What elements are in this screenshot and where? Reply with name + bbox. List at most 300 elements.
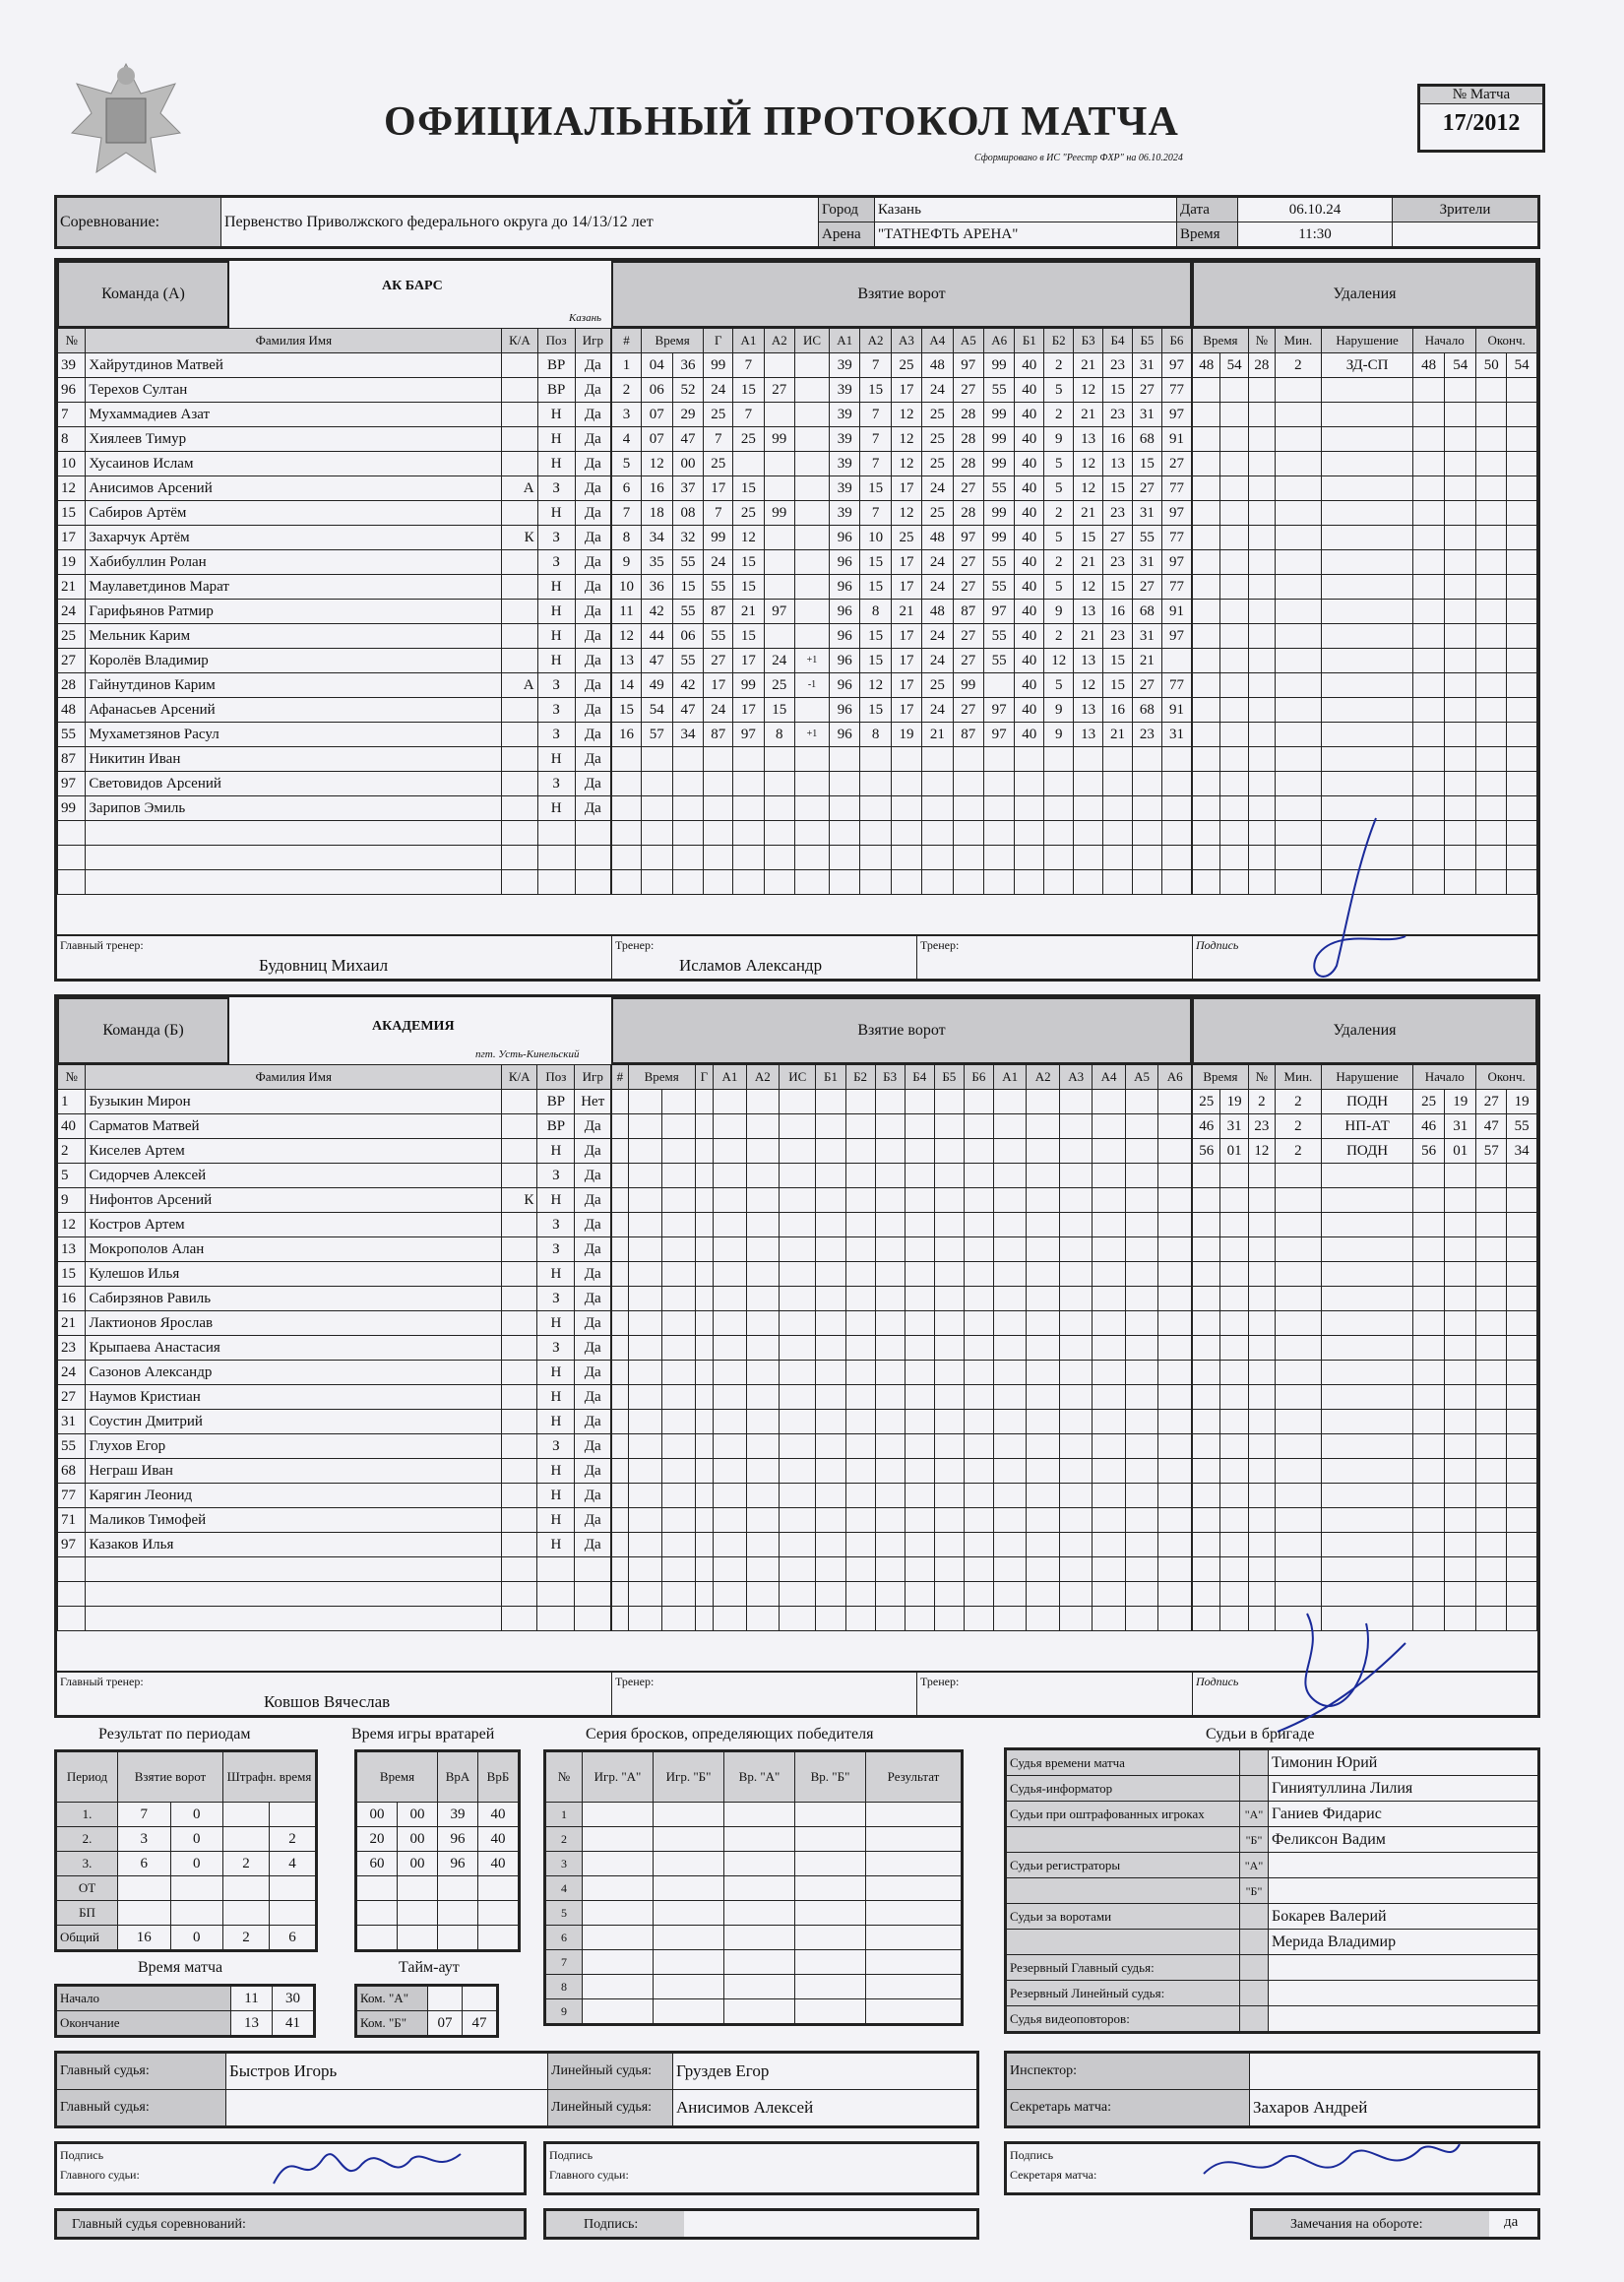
goal-cell: [733, 796, 764, 821]
period-value: [223, 1901, 270, 1926]
player-played: Да: [575, 723, 610, 747]
goal-cell: [1161, 649, 1191, 673]
player-role: [502, 1114, 537, 1139]
player-played: Да: [575, 1287, 611, 1311]
goal-cell: 00: [672, 452, 704, 476]
goal-cell: [830, 796, 860, 821]
penalty-cell: [1507, 1508, 1537, 1533]
team-b-goals-title: Взятие ворот: [611, 997, 1192, 1064]
goal-cell: [746, 1434, 779, 1459]
penalty-cell: [1413, 476, 1445, 501]
player-role: А: [502, 673, 537, 698]
penalty-cell: [1193, 624, 1220, 649]
goal-cell: [964, 1410, 993, 1434]
goal-cell: [661, 1188, 695, 1213]
goal-cell: 13: [1074, 698, 1103, 723]
goal-cell: [714, 1434, 746, 1459]
table-row: [56, 1827, 317, 1852]
period-name: 1.: [56, 1803, 118, 1827]
table-row: [1193, 1582, 1537, 1607]
penalty-cell: [1507, 1533, 1537, 1557]
penalty-cell: [1476, 378, 1507, 403]
player-role: [502, 600, 537, 624]
goal-cell: [905, 1188, 934, 1213]
table-row: [58, 1434, 611, 1459]
penalty-header-cell: №: [1248, 329, 1275, 353]
penalty-cell: [1445, 526, 1476, 550]
goal-cell: [795, 624, 830, 649]
penalty-cell: [1322, 526, 1413, 550]
goal-cell: [764, 870, 794, 895]
penalty-cell: [1445, 649, 1476, 673]
goal-cell: [1059, 1114, 1092, 1139]
goal-cell: 55: [983, 649, 1014, 673]
shootout-cell: [654, 1852, 724, 1876]
goal-cell: 15: [733, 378, 764, 403]
goal-cell: [714, 1213, 746, 1237]
penalty-cell: [1476, 1557, 1507, 1582]
period-value: 6: [118, 1852, 171, 1876]
player-number: 99: [58, 796, 86, 821]
goal-cell: [746, 1508, 779, 1533]
table-row: [1193, 1164, 1537, 1188]
penalty-cell: [1507, 1582, 1537, 1607]
player-role: [502, 1508, 537, 1533]
main-referee-signature: [264, 2139, 480, 2198]
team-b-penalties-title: Удаления: [1192, 997, 1537, 1064]
penalty-cell: [1193, 796, 1220, 821]
goal-cell: [816, 1311, 845, 1336]
penalty-cell: [1476, 870, 1507, 895]
penalty-cell: 25: [1193, 1090, 1220, 1114]
player-role: [502, 796, 537, 821]
goal-cell: 23: [1103, 501, 1133, 526]
penalty-cell: [1220, 452, 1248, 476]
goal-cell: [1059, 1582, 1092, 1607]
penalty-cell: [1413, 378, 1445, 403]
player-name: Мухаммадиев Азат: [86, 403, 502, 427]
table-row: [58, 1114, 611, 1139]
penalty-cell: [1322, 1533, 1413, 1557]
table-row: [1193, 575, 1537, 600]
goal-cell: [845, 1237, 875, 1262]
player-name: [86, 870, 502, 895]
goal-cell: [845, 1385, 875, 1410]
goal-cell: [714, 1607, 746, 1631]
goal-cell: [983, 673, 1014, 698]
goal-cell: 13: [1074, 649, 1103, 673]
goal-cell: [1093, 1508, 1125, 1533]
table-row: [58, 796, 611, 821]
penalty-cell: [1248, 600, 1275, 624]
penalty-cell: [1220, 723, 1248, 747]
player-position: З: [537, 1164, 575, 1188]
penalty-cell: [1507, 624, 1537, 649]
penalty-cell: [1445, 1164, 1476, 1188]
goal-cell: 19: [891, 723, 921, 747]
goal-cell: [628, 1139, 661, 1164]
penalty-cell: [1220, 1311, 1248, 1336]
penalty-header-cell: Оконч.: [1476, 329, 1537, 353]
penalty-cell: 23: [1248, 1114, 1275, 1139]
goal-cell: [1027, 1188, 1059, 1213]
penalty-cell: [1507, 870, 1537, 895]
penalty-cell: [1248, 1213, 1275, 1237]
penalty-cell: 2: [1275, 353, 1321, 378]
goal-cell: [714, 1188, 746, 1213]
penalty-cell: [1322, 1508, 1413, 1533]
official-label: Судьи регистраторы: [1006, 1853, 1240, 1878]
linesman-1-label: Линейный судья:: [548, 2053, 673, 2090]
city-value: Казань: [875, 197, 1177, 222]
shootout-cell: [654, 1876, 724, 1901]
penalty-cell: [1445, 1213, 1476, 1237]
goal-cell: [1093, 1237, 1125, 1262]
table-row: [612, 1287, 1192, 1311]
penalty-cell: 56: [1193, 1139, 1220, 1164]
shootout-cell: [654, 1803, 724, 1827]
table-row: [612, 821, 1192, 846]
player-played: Да: [575, 1484, 611, 1508]
penalty-cell: [1248, 1459, 1275, 1484]
goal-cell: [905, 1361, 934, 1385]
penalty-cell: 55: [1507, 1114, 1537, 1139]
goal-cell: 36: [641, 575, 672, 600]
goal-cell: 7: [612, 501, 642, 526]
goal-cell: [695, 1311, 714, 1336]
player-played: [575, 821, 610, 846]
goal-cell: [860, 821, 891, 846]
goal-cell: 17: [704, 476, 733, 501]
goals-header-cell: Б2: [845, 1065, 875, 1090]
goal-cell: [612, 1311, 629, 1336]
player-name: [86, 1607, 502, 1631]
player-position: З: [537, 1287, 575, 1311]
goal-cell: 25: [922, 403, 953, 427]
goal-cell: 77: [1161, 378, 1191, 403]
penalty-cell: [1445, 673, 1476, 698]
goal-cell: 25: [922, 452, 953, 476]
shootout-cell: [795, 1950, 866, 1975]
official-label: [1006, 1878, 1240, 1904]
table-row: [612, 1484, 1192, 1508]
goal-cell: 97: [983, 698, 1014, 723]
goal-cell: [733, 452, 764, 476]
goal-cell: [875, 1533, 905, 1557]
player-name: Бузыкин Мирон: [86, 1090, 502, 1114]
penalty-cell: [1413, 649, 1445, 673]
penalty-cell: 27: [1476, 1090, 1507, 1114]
goal-cell: [733, 846, 764, 870]
goal-cell: 44: [641, 624, 672, 649]
goal-cell: [816, 1607, 845, 1631]
penalty-cell: [1193, 1385, 1220, 1410]
goal-cell: [780, 1385, 816, 1410]
goal-cell: [695, 1434, 714, 1459]
goal-cell: 27: [1161, 452, 1191, 476]
goal-cell: [1103, 870, 1133, 895]
penalty-cell: [1413, 1410, 1445, 1434]
penalty-cell: [1476, 1533, 1507, 1557]
official-name: Феликсон Вадим: [1269, 1827, 1539, 1853]
penalty-cell: [1322, 673, 1413, 698]
penalty-cell: [1507, 1188, 1537, 1213]
penalty-cell: [1476, 1385, 1507, 1410]
player-number: [58, 846, 86, 870]
penalty-cell: [1275, 1164, 1321, 1188]
goal-cell: 91: [1161, 698, 1191, 723]
penalty-cell: [1193, 1164, 1220, 1188]
table-row: [1006, 1955, 1539, 1981]
player-number: 7: [58, 403, 86, 427]
team-b-coach-row: [57, 1671, 1537, 1717]
shootout-cell: [866, 1999, 963, 2025]
goal-cell: 25: [704, 452, 733, 476]
goal-cell: 27: [953, 649, 983, 673]
player-name: Афанасьев Арсений: [86, 698, 502, 723]
goal-cell: [934, 1607, 964, 1631]
goal-cell: [1027, 1582, 1059, 1607]
goal-cell: [628, 1336, 661, 1361]
penalty-cell: [1322, 1311, 1413, 1336]
goal-cell: [905, 1262, 934, 1287]
goalie-time-cell: 96: [438, 1852, 478, 1876]
goal-cell: [1027, 1533, 1059, 1557]
penalty-cell: [1248, 452, 1275, 476]
goal-cell: [1161, 821, 1191, 846]
goal-cell: [964, 1262, 993, 1287]
shootout-header-no: №: [545, 1751, 583, 1803]
penalty-cell: 57: [1476, 1139, 1507, 1164]
penalty-cell: [1476, 1188, 1507, 1213]
match-time-table: [54, 1984, 316, 2038]
goal-cell: [1125, 1607, 1157, 1631]
player-played: Нет: [575, 1090, 611, 1114]
goal-cell: [780, 1459, 816, 1484]
goal-cell: 15: [733, 624, 764, 649]
goal-cell: [922, 796, 953, 821]
match-end-minute: 41: [273, 2011, 315, 2037]
penalty-cell: 56: [1413, 1139, 1445, 1164]
player-number: 2: [58, 1139, 86, 1164]
penalty-cell: [1445, 378, 1476, 403]
goal-cell: 21: [733, 600, 764, 624]
goal-cell: [816, 1262, 845, 1287]
goal-cell: [934, 1262, 964, 1287]
shootout-cell: [654, 1827, 724, 1852]
penalty-cell: [1220, 870, 1248, 895]
team-b-roster: [57, 1064, 611, 1631]
goal-cell: 99: [953, 673, 983, 698]
goal-cell: 40: [1015, 427, 1044, 452]
player-role: [502, 821, 537, 846]
goal-cell: [922, 821, 953, 846]
goal-cell: 15: [860, 550, 891, 575]
player-name: Зарипов Эмиль: [86, 796, 502, 821]
official-tag: [1240, 1776, 1269, 1802]
goal-cell: [875, 1114, 905, 1139]
goal-cell: 48: [922, 353, 953, 378]
period-value: 16: [118, 1926, 171, 1951]
table-row: [612, 1607, 1192, 1631]
goal-cell: [780, 1237, 816, 1262]
goal-cell: [795, 846, 830, 870]
official-label: Судья времени матча: [1006, 1749, 1240, 1776]
penalty-cell: [1322, 1188, 1413, 1213]
table-row: [612, 747, 1192, 772]
shootout-number: 9: [545, 1999, 583, 2025]
table-row: [612, 1213, 1192, 1237]
player-position: Н: [537, 1508, 575, 1533]
goal-cell: [845, 1361, 875, 1385]
goal-cell: [1158, 1459, 1192, 1484]
period-value: 0: [170, 1803, 223, 1827]
shootout-cell: [583, 1852, 654, 1876]
goal-cell: [983, 747, 1014, 772]
penalty-cell: [1193, 1262, 1220, 1287]
player-name: Гарифьянов Ратмир: [86, 600, 502, 624]
penalty-cell: [1322, 575, 1413, 600]
goalie-time-cell: [438, 1901, 478, 1926]
penalty-cell: [1322, 624, 1413, 649]
table-row: [545, 1803, 963, 1827]
goal-cell: +1: [795, 723, 830, 747]
player-name: Карягин Леонид: [86, 1484, 502, 1508]
table-row: [612, 1164, 1192, 1188]
table-row: [1193, 1410, 1537, 1434]
page-subtitle: Сформировано в ИС "Реестр ФХР" на 06.10.2024: [974, 153, 1183, 163]
team-a-coach2-label: Тренер:: [920, 938, 960, 952]
goal-cell: [1027, 1114, 1059, 1139]
goalie-time-cell: 00: [398, 1827, 438, 1852]
goal-cell: [816, 1188, 845, 1213]
goal-cell: 16: [1103, 698, 1133, 723]
goal-cell: [661, 1557, 695, 1582]
goal-cell: 06: [641, 378, 672, 403]
goal-cell: 40: [1015, 723, 1044, 747]
goal-cell: 96: [830, 600, 860, 624]
penalty-cell: [1193, 870, 1220, 895]
timeout-b-label: Ком. "Б": [356, 2011, 428, 2037]
goal-cell: [1158, 1385, 1192, 1410]
periods-header-pim: Штрафн. время: [223, 1751, 317, 1803]
player-role: [502, 501, 537, 526]
goal-cell: 97: [983, 600, 1014, 624]
player-played: Да: [575, 1336, 611, 1361]
goal-cell: 2: [1044, 624, 1074, 649]
table-row: [612, 1557, 1192, 1582]
goal-cell: [746, 1533, 779, 1557]
goal-cell: [780, 1582, 816, 1607]
table-row: [545, 1975, 963, 1999]
goal-cell: 55: [704, 624, 733, 649]
penalty-cell: [1248, 673, 1275, 698]
goal-cell: 13: [1074, 427, 1103, 452]
player-position: [537, 1607, 575, 1631]
goal-cell: [1027, 1484, 1059, 1508]
goal-cell: [1027, 1164, 1059, 1188]
penalty-cell: [1193, 649, 1220, 673]
goalie-time-cell: 39: [438, 1803, 478, 1827]
player-role: [502, 1311, 537, 1336]
goal-cell: [993, 1336, 1026, 1361]
table-row: [1193, 1311, 1537, 1336]
goal-cell: [993, 1361, 1026, 1385]
penalty-cell: [1413, 1607, 1445, 1631]
goal-cell: 24: [922, 698, 953, 723]
goal-cell: [1074, 796, 1103, 821]
penalty-cell: [1322, 1410, 1413, 1434]
player-role: [502, 698, 537, 723]
roster-header-cell: Игр: [575, 1065, 611, 1090]
penalty-cell: [1476, 1459, 1507, 1484]
goal-cell: 40: [1015, 501, 1044, 526]
penalty-cell: [1275, 772, 1321, 796]
goal-cell: [1158, 1434, 1192, 1459]
table-row: [545, 1999, 963, 2025]
table-row: [545, 1852, 963, 1876]
goal-cell: [695, 1237, 714, 1262]
player-role: [502, 747, 537, 772]
penalty-cell: [1193, 378, 1220, 403]
goal-cell: [816, 1213, 845, 1237]
goal-cell: [1093, 1533, 1125, 1557]
player-role: [502, 1484, 537, 1508]
penalty-cell: [1445, 698, 1476, 723]
goal-cell: 17: [891, 550, 921, 575]
goal-cell: 15: [612, 698, 642, 723]
goal-cell: [1074, 747, 1103, 772]
goal-cell: 15: [1103, 476, 1133, 501]
goal-cell: 48: [922, 600, 953, 624]
goal-cell: [764, 772, 794, 796]
player-position: [537, 846, 575, 870]
penalty-cell: [1476, 1484, 1507, 1508]
goal-cell: 12: [733, 526, 764, 550]
shootout-number: 5: [545, 1901, 583, 1926]
shootout-cell: [724, 1926, 795, 1950]
goal-cell: 28: [953, 501, 983, 526]
table-row: [56, 1901, 317, 1926]
goal-cell: [628, 1188, 661, 1213]
city-label: Город: [819, 197, 875, 222]
goalie-time-cell: 40: [478, 1803, 520, 1827]
player-role: [502, 378, 537, 403]
goal-cell: 25: [704, 403, 733, 427]
goal-cell: [780, 1188, 816, 1213]
penalty-cell: 50: [1476, 353, 1507, 378]
penalty-cell: [1476, 403, 1507, 427]
goal-cell: [714, 1533, 746, 1557]
player-played: Да: [575, 624, 610, 649]
shootout-number: 7: [545, 1950, 583, 1975]
goal-cell: 10: [860, 526, 891, 550]
goal-cell: 4: [612, 427, 642, 452]
goal-cell: [661, 1164, 695, 1188]
player-role: [502, 1533, 537, 1557]
official-name: Ганиев Фидарис: [1269, 1802, 1539, 1827]
goal-cell: 3: [612, 403, 642, 427]
goals-header-cell: Время: [641, 329, 703, 353]
goal-cell: [795, 550, 830, 575]
goal-cell: 40: [1015, 403, 1044, 427]
official-name: [1269, 1981, 1539, 2006]
penalty-cell: [1507, 747, 1537, 772]
penalty-cell: [1507, 1213, 1537, 1237]
goal-cell: [612, 1459, 629, 1484]
goal-cell: 23: [1103, 403, 1133, 427]
goal-cell: [875, 1557, 905, 1582]
